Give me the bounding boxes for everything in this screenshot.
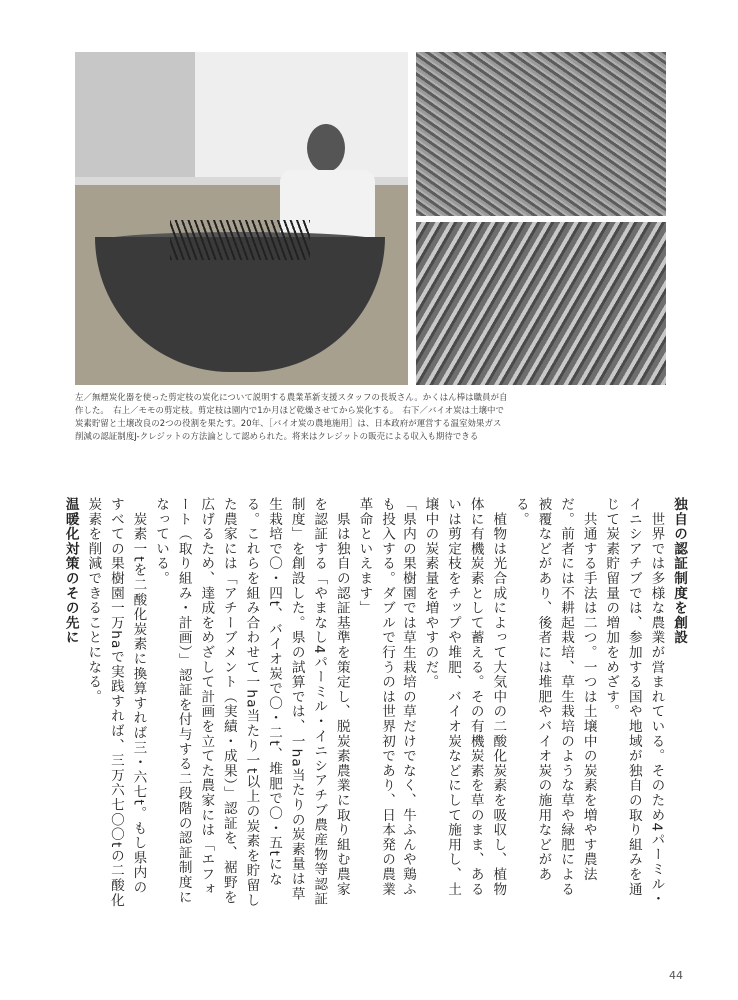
section-heading: 独自の認証制度を創設	[671, 497, 687, 645]
photo-caption	[75, 391, 667, 443]
paragraph: 共通する手法は二つ。一つは土壌中の炭素を増やす農法だ。前者には不耕起栽培、草生栽培のような草や緑肥による被覆などがあり、後者には堆肥やバイオ炭の施用などがある。	[512, 497, 597, 897]
caption-line: 炭素貯留と土壌改良の2つの役割を果たす。20年、［バイオ炭の農地施用］は、日本政府が運営する温室効果ガス	[75, 418, 502, 428]
paragraph: 世界では多様な農業が営まれている。そのため4パーミル・イニシアチブでは、参加する国や地域が独自の取り組みを通じて炭素貯留量の増加をめざす。	[603, 497, 665, 907]
caption-line: 作した。 右上／モモの剪定枝。剪定枝は園内で1か月ほど乾燥させてから炭化する。 右下／バイオ炭は土壌中で	[75, 405, 505, 415]
paragraph: も投入する。ダブルで行うのは世界初であり、日本発の農業革命といえます」	[356, 497, 395, 897]
paragraph: 植物は光合成によって大気中の二酸化炭素を吸収し、植物体に有機炭素として蓄える。その有機炭素を草のまま、あるいは剪定枝をチップや堆肥、バイオ炭などにして施用し、土壌中の炭素量を増やすのだ。	[422, 497, 507, 897]
photo-kiln-staff	[75, 52, 408, 385]
photo-sky	[195, 52, 408, 177]
photo-pruned-branches	[416, 52, 666, 216]
photo-sticks	[170, 220, 310, 260]
article-column-right	[400, 497, 690, 909]
article-column-left	[58, 497, 398, 909]
photo-person-head	[307, 124, 345, 172]
section-heading: 温暖化対策のその先に	[62, 497, 79, 645]
paragraph: 炭素一tを二酸化炭素に換算すれば三・六七t。もし県内のすべての果樹園一万haで実践すれば、三万六七〇〇tの二酸化炭素を削減できることになる。	[85, 497, 147, 908]
photo-building	[75, 52, 197, 177]
paragraph: 県は独自の認証基準を策定し、脱炭素農業に取り組む農家を認証する「やまなし4パーミル・イニシアチブ農産物等認証制度」を創設した。県の試算では、一ha当たりの炭素量は草生栽培で〇・四t、バイオ炭で〇・二t、堆肥で〇・五tになる。これらを組み合わせて一ha当たり一t以上の炭素を貯留した農家には「アチーブメント（実績・成果）」認証を、裾野を広げるため、達成をめざして計画を立てた農家には「エフォート（取り組み・計画）」認証を付与する二段階の認証制度になっている。	[153, 497, 350, 908]
paragraph	[58, 497, 59, 909]
photo-biochar	[416, 222, 666, 385]
caption-line: 削減の認証制度J-クレジットの方法論として認められた。将来はクレジットの販売による収入も期待できる	[75, 431, 479, 441]
paragraph: 「県内の果樹園では草生栽培の草だけでなく、牛ふんや鶏ふ	[400, 497, 416, 897]
page-number: 44	[669, 969, 683, 982]
caption-line: 左／無煙炭化器を使った剪定枝の炭化について説明する農業革新支援スタッフの長坂さん。かくはん棒は職員が自	[75, 392, 508, 402]
